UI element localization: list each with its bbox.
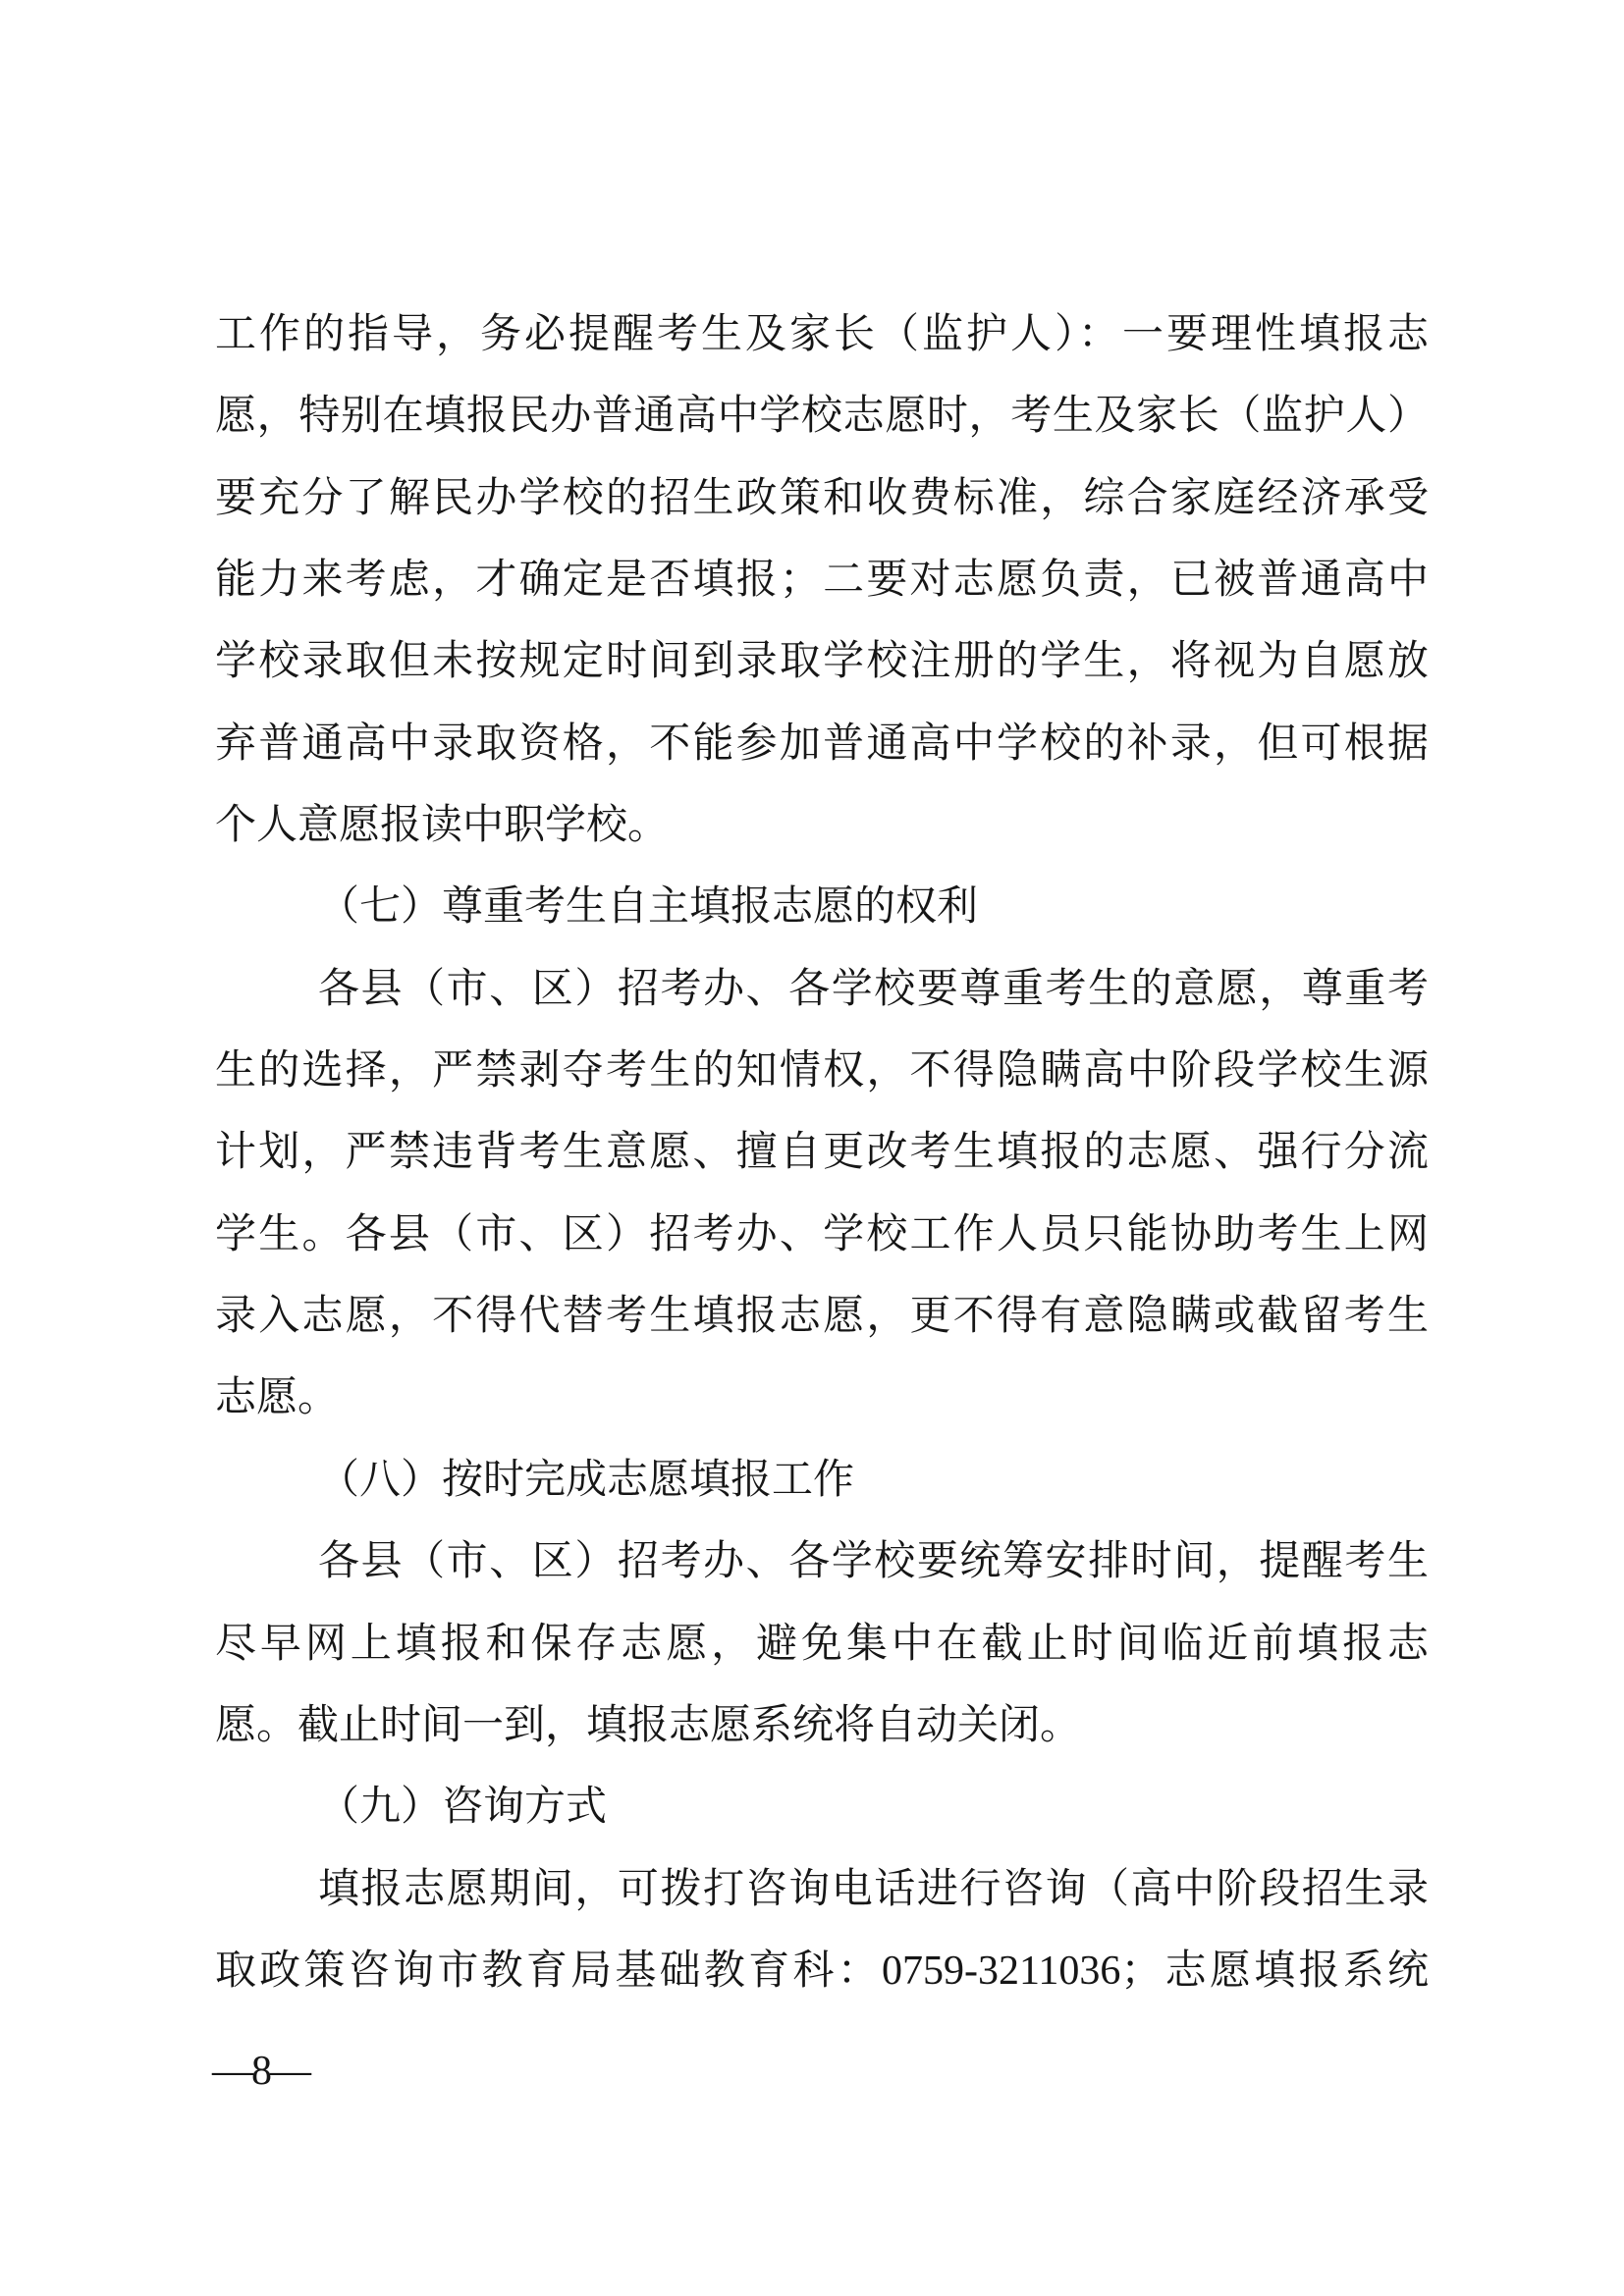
text-line: 个人意愿报读中职学校。 [215,803,670,849]
text-line: 录入志愿，不得代替考生填报志愿，更不得有意隐瞒或截留考生 [215,1294,1429,1340]
text-line: 取政策咨询市教育局基础教育科：0759-3211036；志愿填报系统 [215,1948,1429,1994]
document-text-block [215,294,1429,2012]
text-line: 生的选择，严禁剥夺考生的知情权，不得隐瞒高中阶段学校生源 [215,1048,1429,1095]
text-line: 志愿。 [215,1375,340,1421]
text-line: 工作的指导，务必提醒考生及家长（监护人）：一要理性填报志 [215,312,1429,357]
text-line: 弃普通高中录取资格，不能参加普通高中学校的补录，但可根据 [215,721,1429,767]
text-line: 学校录取但未按规定时间到录取学校注册的学生，将视为自愿放 [215,639,1429,685]
text-line: 填报志愿期间，可拨打咨询电话进行咨询（高中阶段招生录 [318,1866,1429,1912]
section-heading: （七）尊重考生自主填报志愿的权利 [318,884,979,931]
text-line: 各县（市、区）招考办、各学校要尊重考生的意愿，尊重考 [318,966,1429,1012]
text-line: 尽早网上填报和保存志愿，避免集中在截止时间临近前填报志 [215,1621,1429,1667]
text-line: 能力来考虑，才确定是否填报；二要对志愿负责，已被普通高中 [215,558,1429,604]
text-line: 愿，特别在填报民办普通高中学校志愿时，考生及家长（监护人） [215,394,1429,440]
text-line: 各县（市、区）招考办、各学校要统筹安排时间，提醒考生 [318,1539,1429,1585]
text-line: 计划，严禁违背考生意愿、擅自更改考生填报的志愿、强行分流 [215,1130,1429,1176]
page-number: —8— [212,2049,309,2094]
text-line: 愿。截止时间一到，填报志愿系统将自动关闭。 [215,1702,1082,1748]
text-line: 要充分了解民办学校的招生政策和收费标准，综合家庭经济承受 [215,475,1429,521]
section-heading: （八）按时完成志愿填报工作 [318,1457,855,1503]
section-heading: （九）咨询方式 [318,1785,608,1831]
text-line: 学生。各县（市、区）招考办、学校工作人员只能协助考生上网 [215,1211,1429,1257]
